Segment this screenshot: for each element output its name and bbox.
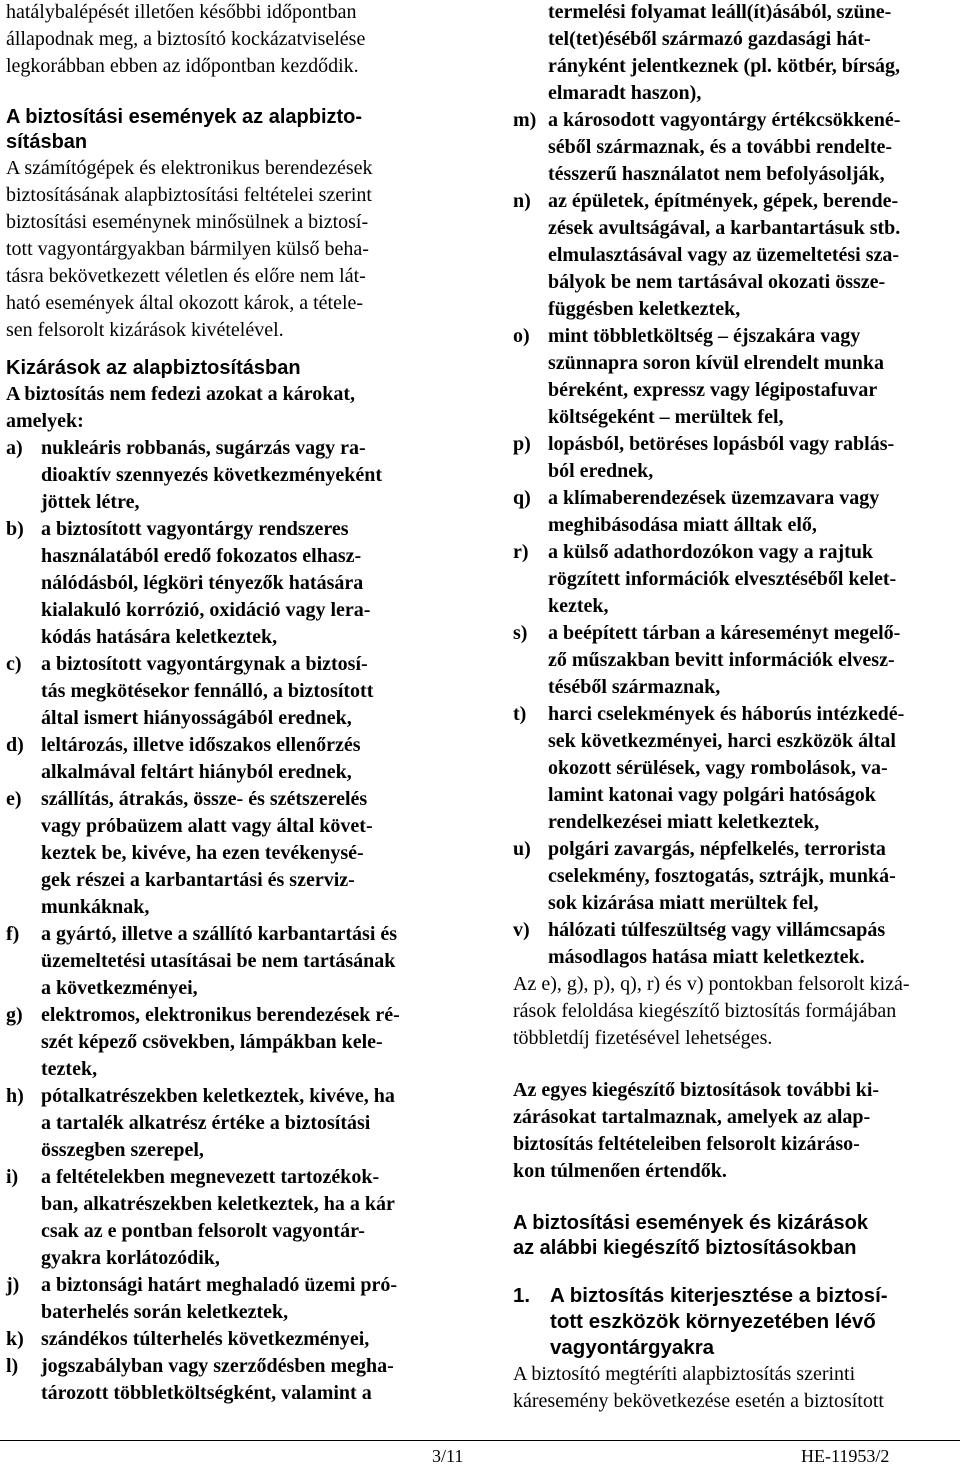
item-label: f) [6, 923, 20, 945]
item-text-line: szét képező csövekben, lámpákban kele- [41, 1031, 383, 1053]
text-line: A biztosító megtéríti alapbiztosítás szerinti [513, 1363, 856, 1385]
item-text-line: dioaktív szennyezés következményeként [41, 464, 383, 486]
item-text-line: az épületek, építmények, gépek, berende- [548, 190, 899, 212]
item-label: b) [6, 518, 24, 540]
item-text-line: sok kizárása miatt merültek fel, [548, 892, 819, 914]
heading-line: az alábbi kiegészítő biztosításokban [513, 1237, 857, 1259]
text-line: Az e), g), p), q), r) és v) pontokban felsorolt kizá- [513, 973, 910, 995]
text-line: tott vagyontárgyakban bármilyen külső beha- [6, 238, 369, 260]
item-text-line: hálózati túlfeszültség vagy villámcsapás [548, 919, 886, 941]
text-line: kon túlmenően értendők. [513, 1160, 727, 1182]
item-text-line: által ismert hiányosságából erednek, [41, 707, 352, 729]
exclusion-item [513, 620, 951, 701]
page-number: 3/11 [432, 1446, 464, 1466]
item-text-line: rendelkezései miatt keletkeztek, [548, 811, 820, 833]
item-text-line: teztek, [41, 1058, 98, 1080]
item-text-line: leltározás, illetve időszakos ellenőrzés [41, 734, 361, 756]
exclusion-item [6, 1326, 444, 1353]
item-text-line: másodlagos hatása miatt keletkeztek. [548, 946, 865, 968]
exclusion-item [513, 917, 951, 971]
heading-line: vagyontárgyakra [550, 1336, 715, 1359]
subsection-number: 1. [513, 1284, 531, 1307]
item-text-line: a gyártó, illetve a szállító karbantartási és [41, 923, 398, 945]
text-line: elmaradt haszon), [548, 82, 702, 104]
item-text-line: a károsodott vagyontárgy értékcsökkené- [548, 109, 901, 131]
item-text-line: zések avultságával, a karbantartásuk stb. [548, 217, 901, 239]
item-text-line: a beépített tárban a káreseményt megelő- [548, 622, 901, 644]
exclusion-item [6, 786, 444, 921]
item-text-line: költségeként – merültek fel, [548, 406, 784, 428]
item-text-line: pótalkatrészekben keletkeztek, kivéve, ha [41, 1085, 395, 1107]
item-text-line: keztek be, kivéve, ha ezen tevékenysé- [41, 842, 364, 864]
item-text-line: béreként, expressz vagy légipostafuvar [548, 379, 878, 401]
exclusion-item [513, 323, 951, 431]
text-line: A biztosítás nem fedezi azokat a károkat, [6, 383, 356, 405]
item-text-line: a külső adathordozókon vagy a rajtuk [548, 541, 874, 563]
text-line: hatálybalépését illetően későbbi időpontban [6, 1, 357, 23]
item-text-line: meghibásodása miatt álltak elő, [548, 514, 817, 536]
text-line: állapodnak meg, a biztosító kockázatviselése [6, 28, 366, 50]
item-text-line: rögzített információk elvesztéséből kelet- [548, 568, 897, 590]
exclusion-list [6, 435, 444, 1407]
section-heading-exclusions [6, 356, 444, 381]
text-line: biztosítási eseménynek minősülnek a biztosí- [6, 211, 369, 233]
heading-line: sításban [6, 131, 88, 153]
item-text-line: baterhelés során keletkeztek, [41, 1301, 289, 1323]
item-label: s) [513, 622, 528, 644]
item-text-line: mint többletköltség – éjszakára vagy [548, 325, 861, 347]
text-line: rások feloldása kiegészítő biztosítás formájában [513, 1000, 897, 1022]
continuation-text [513, 0, 951, 107]
exclusion-item [6, 435, 444, 516]
exclusion-item [6, 1164, 444, 1272]
text-line: rányként jelentkeznek (pl. kötbér, bírság, [548, 55, 901, 77]
item-text-line: elektromos, elektronikus berendezések ré- [41, 1004, 400, 1026]
item-label: k) [6, 1328, 24, 1350]
item-text-line: vagy próbaüzem alatt vagy által követ- [41, 815, 373, 837]
item-label: j) [6, 1274, 20, 1296]
exclusion-item [6, 516, 444, 651]
item-label: p) [513, 433, 531, 455]
item-text-line: szándékos túlterhelés következményei, [41, 1328, 370, 1350]
item-text-line: harci cselekmények és háborús intézkedé- [548, 703, 905, 725]
item-label: d) [6, 734, 24, 756]
intro-paragraph [6, 0, 444, 80]
text-line: ható események által okozott károk, a tétele- [6, 292, 364, 314]
exclusion-item [513, 485, 951, 539]
exclusion-item [513, 107, 951, 188]
item-text-line: tás megkötésekor fennálló, a biztosított [41, 680, 374, 702]
item-text-line: gek részei a karbantartási és szerviz- [41, 869, 355, 891]
item-label: r) [513, 541, 529, 563]
item-text-line: jöttek létre, [41, 491, 140, 513]
item-label: v) [513, 919, 530, 941]
additional-exclusions-paragraph [513, 1077, 951, 1185]
item-label: e) [6, 788, 22, 810]
item-label: n) [513, 190, 531, 212]
item-label: h) [6, 1085, 24, 1107]
item-text-line: nálódásból, légköri tényezők hatására [41, 572, 364, 594]
item-label: i) [6, 1166, 19, 1188]
document-code: HE-11953/2 [801, 1446, 890, 1466]
item-text-line: keztek, [548, 595, 609, 617]
text-line: sen felsorolt kizárások kivételével. [6, 319, 284, 341]
item-text-line: téséből származnak, [548, 676, 721, 698]
item-label: g) [6, 1004, 23, 1026]
exclusion-item [513, 188, 951, 323]
exclusion-item [6, 651, 444, 732]
item-text-line: függésben keletkeztek, [548, 298, 741, 320]
item-label: t) [513, 703, 527, 725]
item-text-line: tésszerű használatot nem befolyásolják, [548, 163, 885, 185]
note-paragraph [513, 971, 951, 1052]
item-label: q) [513, 487, 531, 509]
exclusion-item [6, 1002, 444, 1083]
item-text-line: szünnapra soron kívül elrendelt munka [548, 352, 885, 374]
section-heading-events [6, 105, 444, 155]
item-text-line: a tartalék alkatrész értéke a biztosítási [41, 1112, 371, 1134]
text-line: tásra bekövetkezett véletlen és előre nem lát- [6, 265, 366, 287]
item-text-line: a biztosított vagyontárgy rendszeres [41, 518, 349, 540]
exclusion-item [6, 1272, 444, 1326]
item-text-line: kialakuló korrózió, oxidáció vagy lera- [41, 599, 371, 621]
exclusions-intro [6, 381, 444, 435]
heading-line: tott eszközök környezetében lévő [550, 1310, 876, 1333]
item-text-line: a következményei, [41, 977, 198, 999]
exclusion-item [513, 431, 951, 485]
item-text-line: ző műszakban bevitt információk elvesz- [548, 649, 895, 671]
text-line: termelési folyamat leáll(ít)ásából, szüne- [548, 1, 892, 23]
item-text-line: a feltételekben megnevezett tartozékok- [41, 1166, 380, 1188]
text-line: amelyek: [6, 410, 84, 432]
heading-line: A biztosítási események és kizárások [513, 1212, 868, 1234]
exclusion-list-continued [513, 107, 951, 971]
exclusion-item [6, 1353, 444, 1407]
item-text-line: elmulasztásával vagy az üzemeltetési sza- [548, 244, 900, 266]
page-footer [0, 1440, 960, 1470]
exclusion-item [513, 701, 951, 836]
right-column [513, 0, 951, 1415]
item-text-line: okozott sérülések, vagy rombolások, va- [548, 757, 888, 779]
item-text-line: lopásból, betöréses lopásból vagy rablás- [548, 433, 895, 455]
item-text-line: nukleáris robbanás, sugárzás vagy ra- [41, 437, 366, 459]
exclusion-item [6, 921, 444, 1002]
subsection-body-1 [513, 1361, 951, 1415]
section-body-events [6, 155, 444, 344]
item-text-line: alkalmával feltárt hiányból erednek, [41, 761, 352, 783]
item-label: m) [513, 109, 537, 131]
item-text-line: kódás hatására keletkeztek, [41, 626, 278, 648]
item-text-line: polgári zavargás, népfelkelés, terrorista [548, 838, 886, 860]
exclusion-item [6, 1083, 444, 1164]
item-text-line: jogszabályban vagy szerződésben megha- [41, 1355, 394, 1377]
item-label: u) [513, 838, 531, 860]
item-label: o) [513, 325, 530, 347]
text-line: biztosításának alapbiztosítási feltételei szerint [6, 184, 372, 206]
item-text-line: használatából eredő fokozatos elhasz- [41, 545, 362, 567]
item-label: l) [6, 1355, 19, 1377]
heading-line: A biztosítási események az alapbizto- [6, 106, 363, 128]
item-label: c) [6, 653, 22, 675]
text-line: biztosítás feltételeiben felsorolt kizáráso- [513, 1133, 860, 1155]
item-text-line: a klímaberendezések üzemzavara vagy [548, 487, 880, 509]
item-text-line: tározott többletköltségként, valamint a [41, 1382, 372, 1404]
text-line: zárásokat tartalmaznak, amelyek az alap- [513, 1106, 871, 1128]
text-line: tel(tet)éséből származó gazdasági hát- [548, 28, 871, 50]
exclusion-item [513, 539, 951, 620]
footer-rule [0, 1440, 960, 1441]
item-text-line: cselekmény, fosztogatás, sztrájk, munká- [548, 865, 896, 887]
section-heading-supplementary [513, 1211, 951, 1261]
text-line: káresemény bekövetkezése esetén a biztosított [513, 1390, 884, 1412]
item-text-line: a biztonsági határt meghaladó üzemi pró- [41, 1274, 398, 1296]
item-text-line: összegben szerepel, [41, 1139, 204, 1161]
left-column [6, 0, 444, 1407]
item-text-line: üzemeltetési utasításai be nem tartásának [41, 950, 396, 972]
heading-line: A biztosítás kiterjesztése a biztosí- [550, 1284, 888, 1307]
heading-line: Kizárások az alapbiztosításban [6, 357, 301, 379]
subsection-heading-1 [513, 1283, 951, 1361]
item-text-line: ból erednek, [548, 460, 654, 482]
item-text-line: szállítás, átrakás, össze- és szétszerelés [41, 788, 368, 810]
text-line: A számítógépek és elektronikus berendezések [6, 157, 373, 179]
item-text-line: a biztosított vagyontárgynak a biztosí- [41, 653, 368, 675]
exclusion-item [6, 732, 444, 786]
item-text-line: bályok be nem tartásával okozati össze- [548, 271, 886, 293]
item-text-line: gyakra korlátozódik, [41, 1247, 220, 1269]
item-label: a) [6, 437, 23, 459]
item-text-line: ban, alkatrészekben keletkeztek, ha a kár [41, 1193, 395, 1215]
item-text-line: séből származnak, és a további rendelte- [548, 136, 893, 158]
item-text-line: lamint katonai vagy polgári hatóságok [548, 784, 876, 806]
exclusion-item [513, 836, 951, 917]
text-line: legkorábban ebben az időpontban kezdődik. [6, 55, 359, 77]
text-line: Az egyes kiegészítő biztosítások további ki- [513, 1079, 880, 1101]
item-text-line: munkáknak, [41, 896, 150, 918]
item-text-line: csak az e pontban felsorolt vagyontár- [41, 1220, 365, 1242]
item-text-line: sek következményei, harci eszközök által [548, 730, 896, 752]
text-line: többletdíj fizetésével lehetséges. [513, 1027, 773, 1049]
